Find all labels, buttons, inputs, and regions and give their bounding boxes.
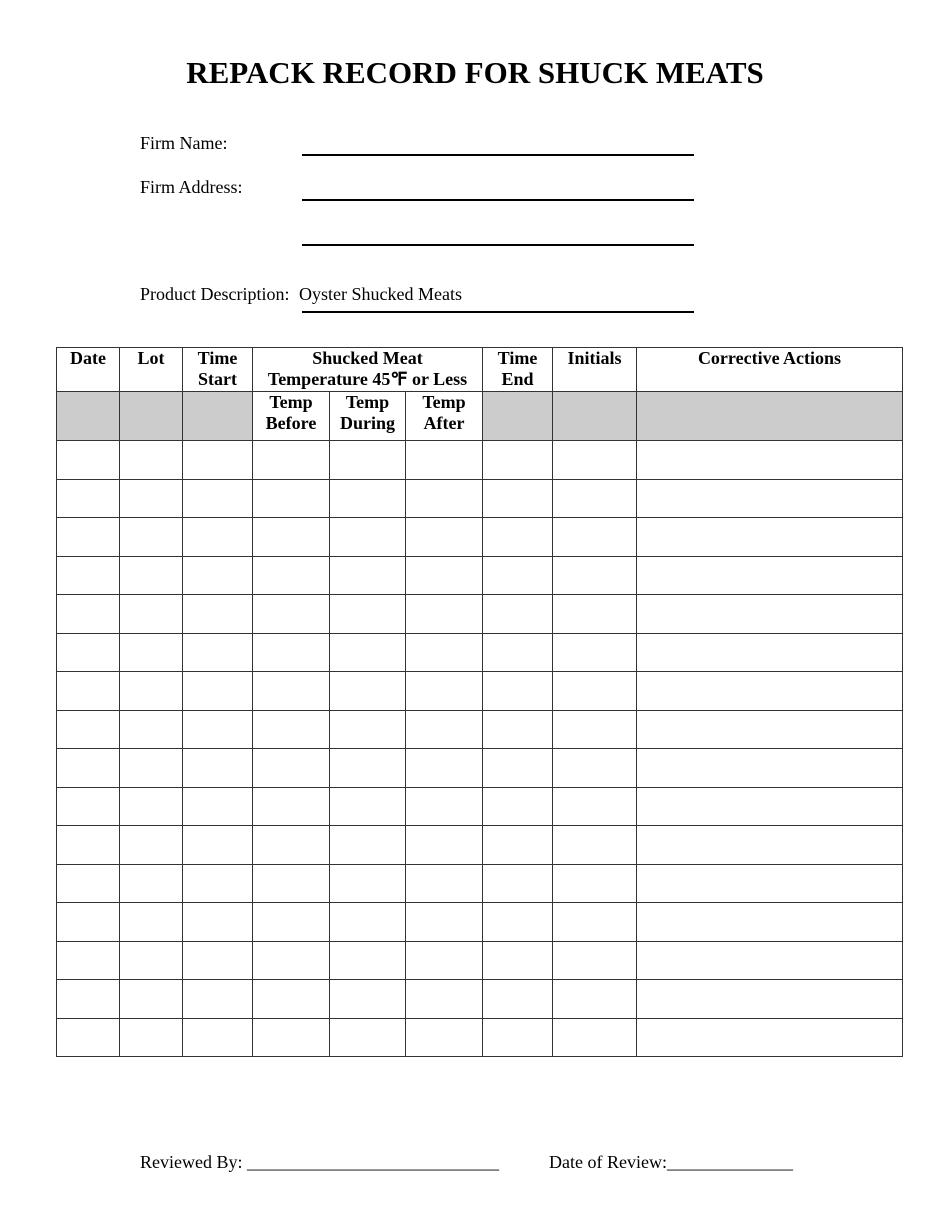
cell-corrective-actions[interactable] xyxy=(637,749,903,788)
cell-time-start[interactable] xyxy=(183,864,253,903)
product-description-field[interactable] xyxy=(302,311,694,313)
cell-initials[interactable] xyxy=(553,941,637,980)
cell-time-start[interactable] xyxy=(183,518,253,557)
cell-time-end[interactable] xyxy=(483,941,553,980)
cell-lot[interactable] xyxy=(120,941,183,980)
cell-time-start[interactable] xyxy=(183,749,253,788)
cell-temp-during[interactable] xyxy=(330,518,406,557)
cell-temp-before[interactable] xyxy=(253,826,330,865)
table-row xyxy=(57,518,903,557)
table-row xyxy=(57,787,903,826)
cell-date[interactable] xyxy=(57,479,120,518)
table-row xyxy=(57,864,903,903)
cell-temp-during[interactable] xyxy=(330,941,406,980)
cell-time-end[interactable] xyxy=(483,441,553,480)
cell-date[interactable] xyxy=(57,787,120,826)
cell-date[interactable] xyxy=(57,633,120,672)
table-row xyxy=(57,749,903,788)
cell-date[interactable] xyxy=(57,672,120,711)
cell-temp-after[interactable] xyxy=(406,710,483,749)
reviewed-by-label: Reviewed By: xyxy=(140,1152,243,1172)
table-row xyxy=(57,826,903,865)
cell-corrective-actions[interactable] xyxy=(637,864,903,903)
date-of-review-field[interactable]: ______________ xyxy=(666,1152,793,1172)
cell-lot[interactable] xyxy=(120,441,183,480)
cell-date[interactable] xyxy=(57,903,120,942)
cell-temp-before[interactable] xyxy=(253,633,330,672)
cell-lot[interactable] xyxy=(120,710,183,749)
cell-initials[interactable] xyxy=(553,864,637,903)
cell-corrective-actions[interactable] xyxy=(637,556,903,595)
cell-temp-before[interactable] xyxy=(253,441,330,480)
cell-date[interactable] xyxy=(57,518,120,557)
cell-temp-during[interactable] xyxy=(330,633,406,672)
subheader-temp-during: Temp During xyxy=(330,392,406,441)
cell-time-start[interactable] xyxy=(183,980,253,1019)
table-row xyxy=(57,595,903,634)
cell-initials[interactable] xyxy=(553,826,637,865)
cell-temp-after[interactable] xyxy=(406,864,483,903)
cell-temp-after[interactable] xyxy=(406,518,483,557)
cell-temp-after[interactable] xyxy=(406,672,483,711)
cell-temp-during[interactable] xyxy=(330,903,406,942)
date-of-review xyxy=(549,1152,793,1173)
cell-lot[interactable] xyxy=(120,479,183,518)
header-time-end: Time End xyxy=(483,348,553,392)
cell-time-start[interactable] xyxy=(183,672,253,711)
subheader-blank-time-end xyxy=(483,392,553,441)
firm-address-field-1[interactable] xyxy=(302,199,694,201)
subheader-blank-time-start xyxy=(183,392,253,441)
cell-lot[interactable] xyxy=(120,903,183,942)
firm-address-label: Firm Address: xyxy=(140,177,243,197)
cell-date[interactable] xyxy=(57,1018,120,1057)
repack-record-table xyxy=(56,347,903,1057)
cell-lot[interactable] xyxy=(120,556,183,595)
cell-lot[interactable] xyxy=(120,672,183,711)
subheader-temp-before: Temp Before xyxy=(253,392,330,441)
cell-lot[interactable] xyxy=(120,749,183,788)
cell-temp-before[interactable] xyxy=(253,518,330,557)
cell-temp-before[interactable] xyxy=(253,1018,330,1057)
cell-temp-during[interactable] xyxy=(330,479,406,518)
cell-time-start[interactable] xyxy=(183,710,253,749)
cell-corrective-actions[interactable] xyxy=(637,980,903,1019)
cell-temp-after[interactable] xyxy=(406,826,483,865)
cell-lot[interactable] xyxy=(120,787,183,826)
table-row xyxy=(57,903,903,942)
cell-time-start[interactable] xyxy=(183,787,253,826)
cell-time-start[interactable] xyxy=(183,441,253,480)
cell-lot[interactable] xyxy=(120,1018,183,1057)
cell-corrective-actions[interactable] xyxy=(637,1018,903,1057)
cell-lot[interactable] xyxy=(120,633,183,672)
cell-date[interactable] xyxy=(57,980,120,1019)
cell-temp-before[interactable] xyxy=(253,710,330,749)
subheader-blank-corrective-actions xyxy=(637,392,903,441)
cell-time-end[interactable] xyxy=(483,787,553,826)
cell-corrective-actions[interactable] xyxy=(637,787,903,826)
cell-initials[interactable] xyxy=(553,1018,637,1057)
cell-time-end[interactable] xyxy=(483,980,553,1019)
cell-time-start[interactable] xyxy=(183,556,253,595)
cell-date[interactable] xyxy=(57,864,120,903)
cell-time-start[interactable] xyxy=(183,1018,253,1057)
cell-initials[interactable] xyxy=(553,980,637,1019)
cell-temp-before[interactable] xyxy=(253,672,330,711)
cell-time-end[interactable] xyxy=(483,556,553,595)
cell-temp-before[interactable] xyxy=(253,903,330,942)
cell-temp-before[interactable] xyxy=(253,479,330,518)
cell-time-start[interactable] xyxy=(183,941,253,980)
subheader-temp-after: Temp After xyxy=(406,392,483,441)
cell-corrective-actions[interactable] xyxy=(637,595,903,634)
subheader-blank-date xyxy=(57,392,120,441)
cell-corrective-actions[interactable] xyxy=(637,479,903,518)
cell-date[interactable] xyxy=(57,826,120,865)
cell-initials[interactable] xyxy=(553,595,637,634)
cell-temp-before[interactable] xyxy=(253,787,330,826)
cell-lot[interactable] xyxy=(120,980,183,1019)
cell-temp-after[interactable] xyxy=(406,441,483,480)
header-shucked-meat-temperature: Shucked Meat Temperature 45℉ or Less xyxy=(253,348,483,392)
table-row xyxy=(57,672,903,711)
cell-initials[interactable] xyxy=(553,787,637,826)
cell-time-start[interactable] xyxy=(183,479,253,518)
header-time-start: Time Start xyxy=(183,348,253,392)
firm-name-field[interactable] xyxy=(302,154,694,156)
cell-corrective-actions[interactable] xyxy=(637,941,903,980)
cell-corrective-actions[interactable] xyxy=(637,710,903,749)
cell-initials[interactable] xyxy=(553,518,637,557)
cell-time-start[interactable] xyxy=(183,633,253,672)
cell-temp-before[interactable] xyxy=(253,749,330,788)
cell-temp-during[interactable] xyxy=(330,826,406,865)
cell-corrective-actions[interactable] xyxy=(637,672,903,711)
cell-temp-after[interactable] xyxy=(406,980,483,1019)
cell-temp-before[interactable] xyxy=(253,941,330,980)
cell-initials[interactable] xyxy=(553,710,637,749)
cell-temp-during[interactable] xyxy=(330,787,406,826)
cell-lot[interactable] xyxy=(120,518,183,557)
cell-corrective-actions[interactable] xyxy=(637,518,903,557)
cell-temp-before[interactable] xyxy=(253,556,330,595)
cell-temp-during[interactable] xyxy=(330,710,406,749)
cell-temp-after[interactable] xyxy=(406,1018,483,1057)
subheader-blank-initials xyxy=(553,392,637,441)
cell-temp-after[interactable] xyxy=(406,749,483,788)
table-row xyxy=(57,980,903,1019)
cell-lot[interactable] xyxy=(120,595,183,634)
cell-date[interactable] xyxy=(57,710,120,749)
cell-temp-during[interactable] xyxy=(330,556,406,595)
cell-initials[interactable] xyxy=(553,479,637,518)
cell-temp-during[interactable] xyxy=(330,1018,406,1057)
cell-initials[interactable] xyxy=(553,633,637,672)
reviewed-by xyxy=(140,1152,499,1173)
header-lot: Lot xyxy=(120,348,183,392)
cell-temp-after[interactable] xyxy=(406,556,483,595)
table-row xyxy=(57,1018,903,1057)
cell-date[interactable] xyxy=(57,441,120,480)
cell-temp-before[interactable] xyxy=(253,864,330,903)
table-row xyxy=(57,710,903,749)
cell-temp-during[interactable] xyxy=(330,749,406,788)
cell-lot[interactable] xyxy=(120,864,183,903)
subheader-row xyxy=(57,392,903,441)
cell-time-start[interactable] xyxy=(183,903,253,942)
table-row xyxy=(57,941,903,980)
cell-temp-after[interactable] xyxy=(406,479,483,518)
table-row xyxy=(57,441,903,480)
cell-time-end[interactable] xyxy=(483,633,553,672)
cell-time-end[interactable] xyxy=(483,710,553,749)
cell-temp-after[interactable] xyxy=(406,633,483,672)
cell-date[interactable] xyxy=(57,595,120,634)
cell-time-end[interactable] xyxy=(483,672,553,711)
product-description-label: Product Description: xyxy=(140,284,290,304)
cell-date[interactable] xyxy=(57,941,120,980)
firm-address-field-2[interactable] xyxy=(302,244,694,246)
cell-initials[interactable] xyxy=(553,441,637,480)
cell-time-end[interactable] xyxy=(483,749,553,788)
table-row xyxy=(57,633,903,672)
product-description-value: Oyster Shucked Meats xyxy=(299,284,462,304)
header-row xyxy=(57,348,903,392)
cell-corrective-actions[interactable] xyxy=(637,826,903,865)
date-of-review-label: Date of Review: xyxy=(549,1152,667,1172)
cell-time-end[interactable] xyxy=(483,864,553,903)
cell-initials[interactable] xyxy=(553,903,637,942)
subheader-blank-lot xyxy=(120,392,183,441)
cell-corrective-actions[interactable] xyxy=(637,441,903,480)
cell-date[interactable] xyxy=(57,749,120,788)
cell-temp-before[interactable] xyxy=(253,595,330,634)
firm-name-label: Firm Name: xyxy=(140,133,228,153)
cell-time-start[interactable] xyxy=(183,595,253,634)
cell-time-start[interactable] xyxy=(183,826,253,865)
cell-temp-before[interactable] xyxy=(253,980,330,1019)
page-title: REPACK RECORD FOR SHUCK MEATS xyxy=(186,55,764,90)
cell-temp-after[interactable] xyxy=(406,941,483,980)
cell-time-end[interactable] xyxy=(483,1018,553,1057)
reviewed-by-field[interactable]: ____________________________ xyxy=(246,1152,499,1172)
cell-temp-after[interactable] xyxy=(406,903,483,942)
cell-initials[interactable] xyxy=(553,749,637,788)
cell-time-end[interactable] xyxy=(483,479,553,518)
cell-temp-during[interactable] xyxy=(330,864,406,903)
cell-corrective-actions[interactable] xyxy=(637,633,903,672)
header-initials: Initials xyxy=(553,348,637,392)
cell-date[interactable] xyxy=(57,556,120,595)
cell-temp-during[interactable] xyxy=(330,595,406,634)
cell-time-end[interactable] xyxy=(483,518,553,557)
cell-time-end[interactable] xyxy=(483,903,553,942)
header-corrective-actions: Corrective Actions xyxy=(637,348,903,392)
header-date: Date xyxy=(57,348,120,392)
cell-corrective-actions[interactable] xyxy=(637,903,903,942)
cell-time-end[interactable] xyxy=(483,595,553,634)
cell-temp-after[interactable] xyxy=(406,595,483,634)
cell-temp-during[interactable] xyxy=(330,441,406,480)
cell-temp-after[interactable] xyxy=(406,787,483,826)
cell-initials[interactable] xyxy=(553,672,637,711)
cell-initials[interactable] xyxy=(553,556,637,595)
cell-temp-during[interactable] xyxy=(330,980,406,1019)
cell-time-end[interactable] xyxy=(483,826,553,865)
table-row xyxy=(57,479,903,518)
cell-temp-during[interactable] xyxy=(330,672,406,711)
table-row xyxy=(57,556,903,595)
cell-lot[interactable] xyxy=(120,826,183,865)
